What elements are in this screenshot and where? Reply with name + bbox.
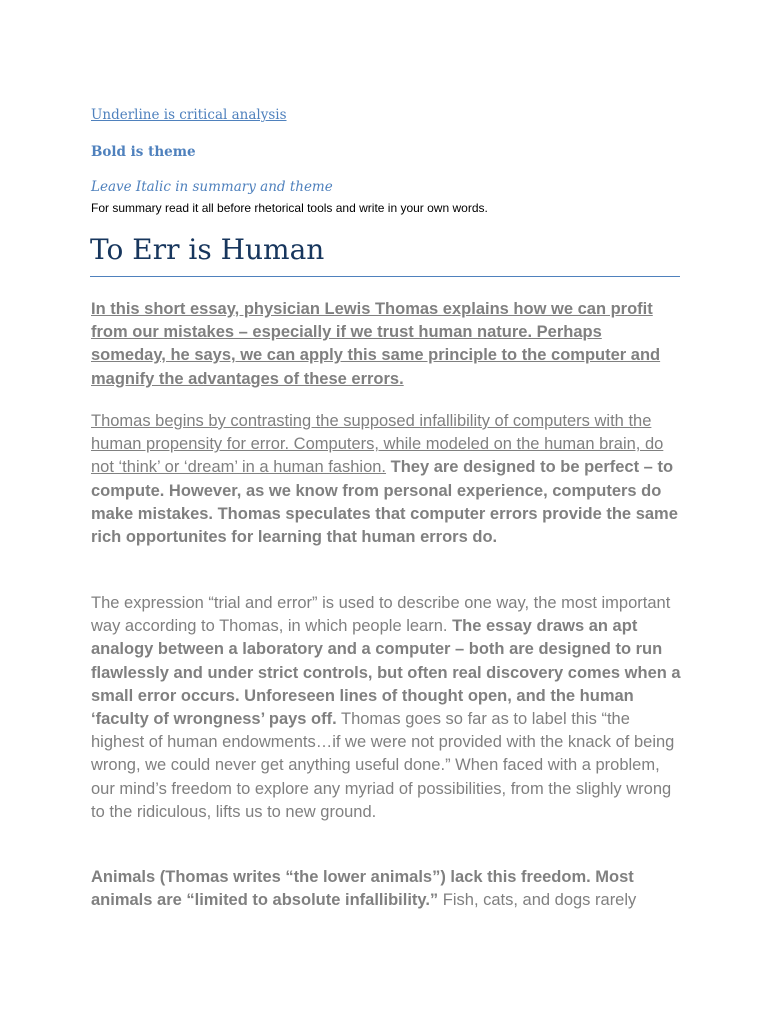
paragraph-1 — [91, 410, 681, 549]
paragraph-2-summary: The expression “trial and error” is used to describe one way, the most important way according to Thomas, in which people learn. — [91, 594, 671, 636]
paragraph-2-theme: The essay draws an apt analogy between a laboratory and a computer – both are designed to run flawlessly and under strict controls, but often real discovery comes when a small error occurs. Unforeseen lines of thought open, and the human ‘faculty of wrongness’ pays off. — [91, 617, 681, 729]
paragraph-3-summary: Fish, cats, and dogs rarely — [438, 891, 637, 910]
legend-bold: Bold is theme — [91, 144, 196, 160]
paragraph-2 — [91, 592, 681, 824]
paragraph-1-analysis: Thomas begins by contrasting the supposed infallibility of computers with the human propensity for error. Computers, while modeled on the human brain, do not ‘think’ or ‘dream’ in a human fashion. — [91, 412, 664, 477]
legend-italic: Leave Italic in summary and theme — [91, 179, 333, 195]
paragraph-3 — [91, 866, 681, 912]
document-title: To Err is Human — [90, 233, 325, 266]
legend-underline: Underline is critical analysis — [91, 107, 287, 123]
summary-instruction: For summary read it all before rhetorical tools and write in your own words. — [91, 201, 488, 215]
intro-paragraph: In this short essay, physician Lewis Thomas explains how we can profit from our mistakes – especially if we trust human nature. Perhaps someday, he says, we can apply this same principle to the computer and magnify the advantages of these errors. — [91, 300, 661, 388]
title-divider — [90, 276, 680, 277]
paragraph-3-theme: Animals (Thomas writes “the lower animals”) lack this freedom. Most animals are “limited to absolute infallibility.” — [91, 868, 634, 910]
paragraph-1-theme: They are designed to be perfect – to compute. However, as we know from personal experience, computers do make mistakes. Thomas speculates that computer errors provide the same rich opportunites for learning that human errors do. — [91, 458, 678, 547]
paragraph-2-summary-end: Thomas goes so far as to label this “the highest of human endowments…if we were not provided with the knack of being wrong, we could never get anything useful done.” When faced with a problem, our mind’s freedom to explore any myriad of possibilities, from the slighly wrong to the ridiculous, lifts us to new ground. — [91, 710, 675, 821]
